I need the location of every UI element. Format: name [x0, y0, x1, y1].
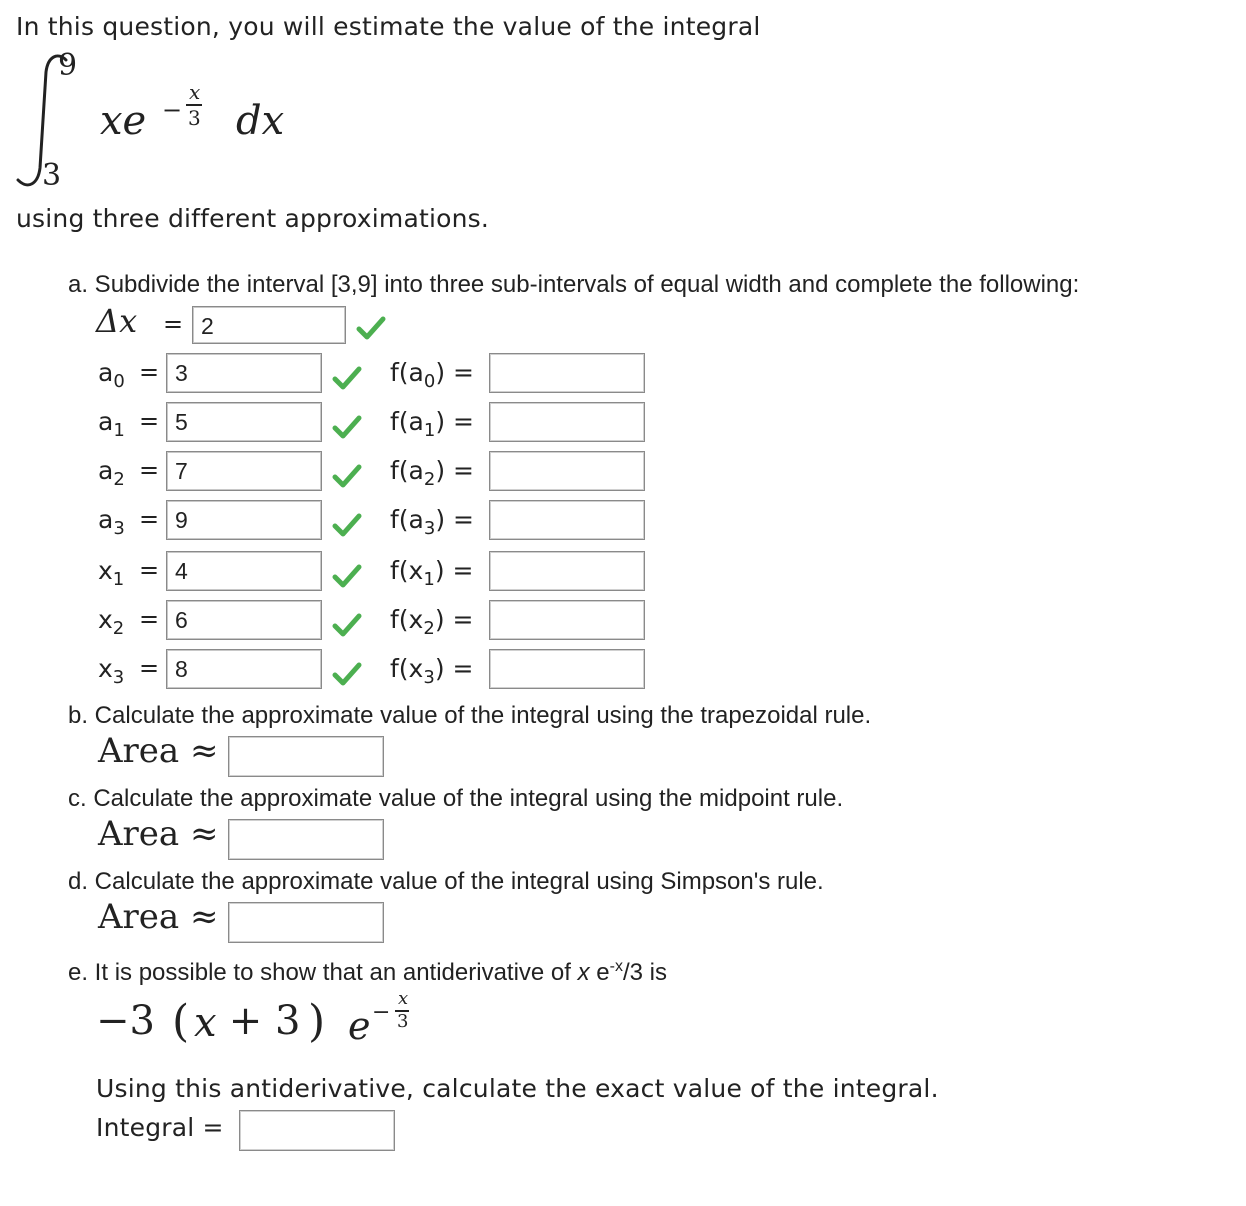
a0-input[interactable]: 3 [166, 353, 322, 393]
antiderivative-expression [96, 988, 456, 1064]
part-c-area-label: Area ≈ [98, 814, 219, 854]
antiderivative-exp-minus: − [372, 1000, 391, 1025]
row-equals: = [139, 456, 160, 484]
f-row-label: $f(a_0)$ = [390, 358, 474, 392]
integral-label: Integral = [96, 1113, 224, 1142]
antiderivative-exp-num: x [398, 988, 409, 1009]
row-equals: = [139, 358, 160, 386]
a1-check-icon [332, 415, 362, 439]
x3-check-icon [332, 662, 362, 686]
antiderivative-coef: −3 [96, 998, 155, 1044]
delta-x-equals: = [163, 310, 184, 338]
f-row-label: $f(a_1)$ = [390, 407, 474, 441]
x1-check-icon [332, 564, 362, 588]
a2-input[interactable]: 7 [166, 451, 322, 491]
a3-check-icon [332, 513, 362, 537]
part-d-area-label: Area ≈ [98, 897, 219, 937]
exponent-numerator: x [189, 80, 201, 104]
f-x2-input[interactable] [489, 600, 645, 640]
integrand: xe [100, 98, 147, 144]
row-label: $x_3$ [98, 654, 125, 688]
midpoint-area-input[interactable] [228, 819, 384, 860]
part-b-area-label: Area ≈ [98, 731, 219, 771]
row-label: $x_1$ [98, 556, 125, 590]
exact-integral-input[interactable] [239, 1110, 395, 1151]
exponent-minus: − [162, 96, 183, 124]
intro-line1: In this question, you will estimate the value of the integral [16, 12, 761, 41]
delta-x-label: Δx [96, 302, 138, 340]
antiderivative-x: x [194, 1000, 217, 1046]
a1-input[interactable]: 5 [166, 402, 322, 442]
antiderivative-exp-den: 3 [397, 1011, 409, 1032]
a2-check-icon [332, 464, 362, 488]
integral-expression [14, 48, 334, 198]
simpson-area-input[interactable] [228, 902, 384, 943]
part-c-prompt: c. Calculate the approximate value of the integral using the midpoint rule. [68, 785, 844, 812]
f-a3-input[interactable] [489, 500, 645, 540]
differential: dx [236, 98, 285, 144]
part-e-prompt: e. It is possible to show that an antiderivative of x $e^{-x}/3$ is [68, 958, 667, 986]
a3-input[interactable]: 9 [166, 500, 322, 540]
antiderivative-open-paren: ( [172, 996, 190, 1047]
f-a1-input[interactable] [489, 402, 645, 442]
antiderivative-plus: + 3 [216, 998, 301, 1044]
a0-check-icon [332, 366, 362, 390]
integral-upper-limit: 9 [58, 48, 78, 83]
x2-input[interactable]: 6 [166, 600, 322, 640]
antiderivative-close-paren: ) [308, 996, 326, 1047]
x1-input[interactable]: 4 [166, 551, 322, 591]
f-a2-input[interactable] [489, 451, 645, 491]
x3-input[interactable]: 8 [166, 649, 322, 689]
row-equals: = [139, 654, 160, 682]
f-a0-input[interactable] [489, 353, 645, 393]
f-row-label: $f(x_1)$ = [390, 556, 474, 590]
row-equals: = [139, 605, 160, 633]
trapezoidal-area-input[interactable] [228, 736, 384, 777]
row-label: $x_2$ [98, 605, 125, 639]
f-x3-input[interactable] [489, 649, 645, 689]
part-d-prompt: d. Calculate the approximate value of the integral using Simpson's rule. [68, 868, 824, 895]
f-row-label: $f(a_2)$ = [390, 456, 474, 490]
f-x1-input[interactable] [489, 551, 645, 591]
f-row-label: $f(a_3)$ = [390, 505, 474, 539]
x2-check-icon [332, 613, 362, 637]
row-equals: = [139, 556, 160, 584]
row-label: $a_2$ [98, 456, 125, 490]
row-label: $a_1$ [98, 407, 125, 441]
row-equals: = [139, 505, 160, 533]
row-label: $a_0$ [98, 358, 125, 392]
intro-line2: using three different approximations. [16, 204, 490, 233]
f-row-label: $f(x_3)$ = [390, 654, 474, 688]
row-equals: = [139, 407, 160, 435]
part-a-prompt: a. Subdivide the interval [3,9] into three sub-intervals of equal width and complete the following: [68, 271, 1080, 298]
part-e-instruction: Using this antiderivative, calculate the exact value of the integral. [96, 1074, 939, 1103]
delta-x-check-icon [356, 316, 386, 340]
antiderivative-e: e [348, 1004, 371, 1048]
exponent-denominator: 3 [188, 106, 201, 130]
f-row-label: $f(x_2)$ = [390, 605, 474, 639]
part-b-prompt: b. Calculate the approximate value of the integral using the trapezoidal rule. [68, 702, 872, 729]
delta-x-input[interactable]: 2 [192, 306, 346, 344]
row-label: $a_3$ [98, 505, 125, 539]
integral-lower-limit: 3 [42, 158, 62, 193]
